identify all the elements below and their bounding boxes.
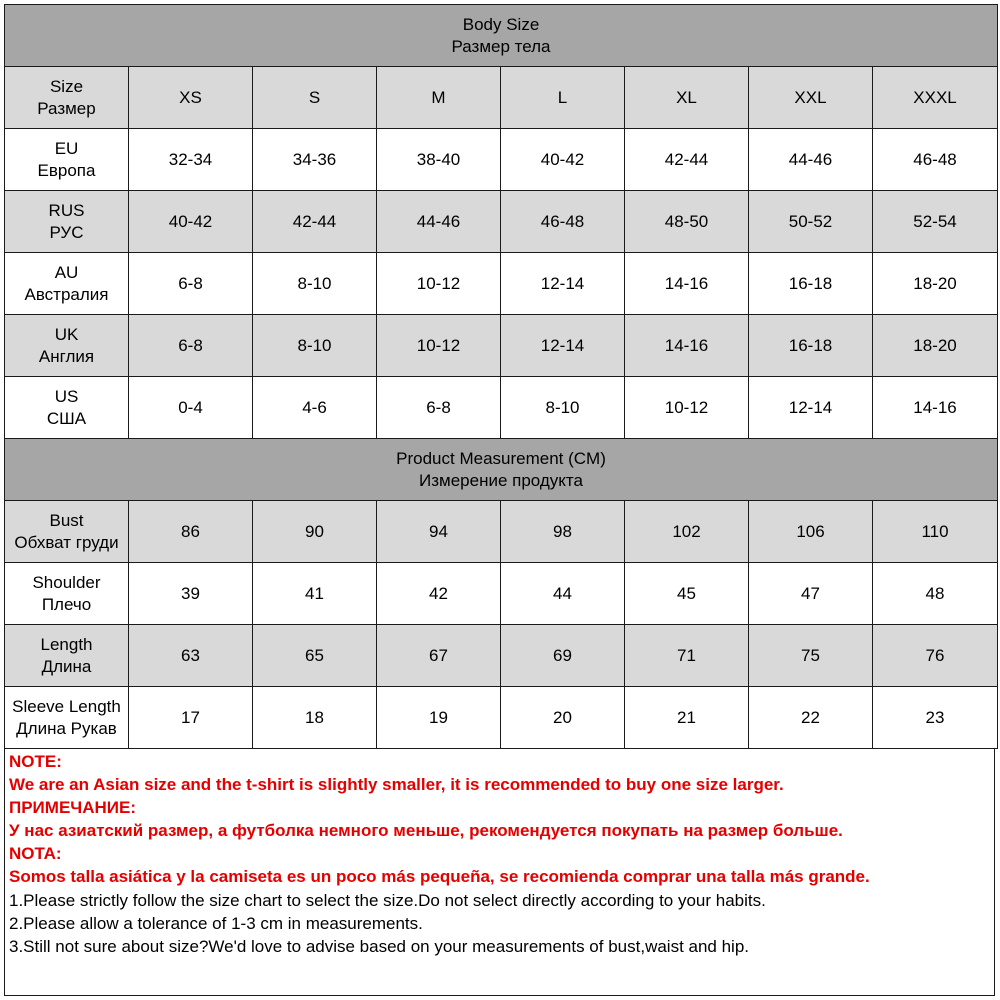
product-measurement-banner	[5, 439, 998, 501]
size-header-cell: XXL	[749, 67, 873, 129]
table-row	[5, 253, 998, 315]
value-cell: 48-50	[625, 191, 749, 253]
value-cell: 63	[129, 625, 253, 687]
row-label	[5, 67, 129, 129]
value-cell: 40-42	[501, 129, 625, 191]
row-label	[5, 253, 129, 315]
row-label	[5, 563, 129, 625]
value-cell: 14-16	[625, 315, 749, 377]
size-header-row	[5, 67, 998, 129]
value-cell: 23	[873, 687, 998, 749]
value-cell: 18-20	[873, 315, 998, 377]
table-row	[5, 563, 998, 625]
value-cell: 21	[625, 687, 749, 749]
value-cell: 38-40	[377, 129, 501, 191]
row-label-en: AU	[54, 262, 79, 282]
value-cell: 42	[377, 563, 501, 625]
row-label-en: UK	[54, 324, 79, 344]
value-cell: 6-8	[129, 253, 253, 315]
value-cell: 45	[625, 563, 749, 625]
row-label-ru: Австралия	[24, 284, 109, 304]
row-label	[5, 501, 129, 563]
value-cell: 12-14	[501, 253, 625, 315]
value-cell: 71	[625, 625, 749, 687]
value-cell: 75	[749, 625, 873, 687]
value-cell: 44	[501, 563, 625, 625]
value-cell: 86	[129, 501, 253, 563]
value-cell: 14-16	[625, 253, 749, 315]
value-cell: 0-4	[129, 377, 253, 439]
section-title-en: Body Size	[462, 14, 540, 34]
note-instruction-line: 3.Still not sure about size?We'd love to advise based on your measurements of bust,waist and hip.	[9, 936, 750, 956]
value-cell: 18-20	[873, 253, 998, 315]
row-label	[5, 687, 129, 749]
row-label	[5, 377, 129, 439]
size-header-cell: M	[377, 67, 501, 129]
value-cell: 106	[749, 501, 873, 563]
notes-section	[4, 748, 995, 996]
value-cell: 65	[253, 625, 377, 687]
size-header-cell: XL	[625, 67, 749, 129]
value-cell: 18	[253, 687, 377, 749]
note-warning-line: ПРИМЕЧАНИЕ:	[9, 798, 136, 818]
value-cell: 10-12	[377, 253, 501, 315]
value-cell: 110	[873, 501, 998, 563]
value-cell: 69	[501, 625, 625, 687]
size-header-cell: XXXL	[873, 67, 998, 129]
note-warning-line: Somos talla asiática y la camiseta es un poco más pequeña, se recomienda comprar una talla más grande.	[9, 867, 870, 887]
row-label-en: RUS	[48, 200, 85, 220]
value-cell: 90	[253, 501, 377, 563]
value-cell: 42-44	[625, 129, 749, 191]
size-header-cell: XS	[129, 67, 253, 129]
note-warning-line: NOTE:	[9, 752, 62, 771]
table-row	[5, 191, 998, 253]
note-warning-line: We are an Asian size and the t-shirt is slightly smaller, it is recommended to buy one size larger.	[9, 775, 784, 795]
value-cell: 44-46	[377, 191, 501, 253]
value-cell: 12-14	[501, 315, 625, 377]
value-cell: 22	[749, 687, 873, 749]
value-cell: 8-10	[253, 253, 377, 315]
row-label-ru: Европа	[37, 160, 96, 180]
value-cell: 6-8	[377, 377, 501, 439]
table-row	[5, 687, 998, 749]
row-label-en: EU	[54, 138, 79, 158]
size-chart-table	[4, 4, 998, 749]
row-label	[5, 315, 129, 377]
value-cell: 6-8	[129, 315, 253, 377]
table-row	[5, 129, 998, 191]
value-cell: 46-48	[501, 191, 625, 253]
row-label-en: Length	[40, 634, 93, 654]
value-cell: 10-12	[377, 315, 501, 377]
value-cell: 20	[501, 687, 625, 749]
size-header-cell: S	[253, 67, 377, 129]
value-cell: 98	[501, 501, 625, 563]
row-label	[5, 191, 129, 253]
value-cell: 16-18	[749, 253, 873, 315]
value-cell: 8-10	[501, 377, 625, 439]
row-label-en: Bust	[49, 510, 84, 530]
value-cell: 41	[253, 563, 377, 625]
row-label-ru: Англия	[38, 346, 95, 366]
row-label-ru: Длина Рукав	[16, 718, 117, 738]
section-title-en: Product Measurement (CM)	[396, 448, 606, 468]
note-warning-line: NOTA:	[9, 844, 62, 864]
value-cell: 16-18	[749, 315, 873, 377]
section-title-ru: Размер тела	[451, 36, 551, 56]
value-cell: 67	[377, 625, 501, 687]
value-cell: 94	[377, 501, 501, 563]
body-size-banner-row	[5, 5, 998, 67]
value-cell: 34-36	[253, 129, 377, 191]
product-measurement-banner-row	[5, 439, 998, 501]
table-row	[5, 377, 998, 439]
value-cell: 47	[749, 563, 873, 625]
value-cell: 102	[625, 501, 749, 563]
row-label	[5, 129, 129, 191]
row-label-en: Shoulder	[32, 572, 101, 592]
row-label-en: Size	[49, 76, 84, 96]
value-cell: 8-10	[253, 315, 377, 377]
row-label-ru: Обхват груди	[14, 532, 119, 552]
value-cell: 52-54	[873, 191, 998, 253]
value-cell: 32-34	[129, 129, 253, 191]
row-label-en: Sleeve Length	[12, 696, 121, 716]
row-label	[5, 625, 129, 687]
value-cell: 44-46	[749, 129, 873, 191]
value-cell: 4-6	[253, 377, 377, 439]
value-cell: 76	[873, 625, 998, 687]
row-label-ru: Размер	[37, 98, 96, 118]
value-cell: 12-14	[749, 377, 873, 439]
table-row	[5, 501, 998, 563]
value-cell: 17	[129, 687, 253, 749]
row-label-ru: РУС	[49, 222, 84, 242]
section-title-ru: Измерение продукта	[419, 470, 583, 490]
table-row	[5, 315, 998, 377]
body-size-banner	[5, 5, 998, 67]
row-label-ru: Плечо	[41, 594, 92, 614]
row-label-ru: Длина	[41, 656, 92, 676]
value-cell: 14-16	[873, 377, 998, 439]
note-warning-line: У нас азиатский размер, а футболка немного меньше, рекомендуется покупать на размер больше.	[9, 821, 843, 841]
value-cell: 48	[873, 563, 998, 625]
row-label-ru: США	[46, 408, 87, 428]
note-instruction-line: 2.Please allow a tolerance of 1-3 cm in measurements.	[9, 913, 423, 933]
table-row	[5, 625, 998, 687]
value-cell: 40-42	[129, 191, 253, 253]
value-cell: 10-12	[625, 377, 749, 439]
value-cell: 39	[129, 563, 253, 625]
row-label-en: US	[54, 386, 79, 406]
value-cell: 46-48	[873, 129, 998, 191]
value-cell: 50-52	[749, 191, 873, 253]
value-cell: 19	[377, 687, 501, 749]
size-header-cell: L	[501, 67, 625, 129]
note-instruction-line: 1.Please strictly follow the size chart to select the size.Do not select directly according to your habits.	[9, 890, 766, 910]
value-cell: 42-44	[253, 191, 377, 253]
